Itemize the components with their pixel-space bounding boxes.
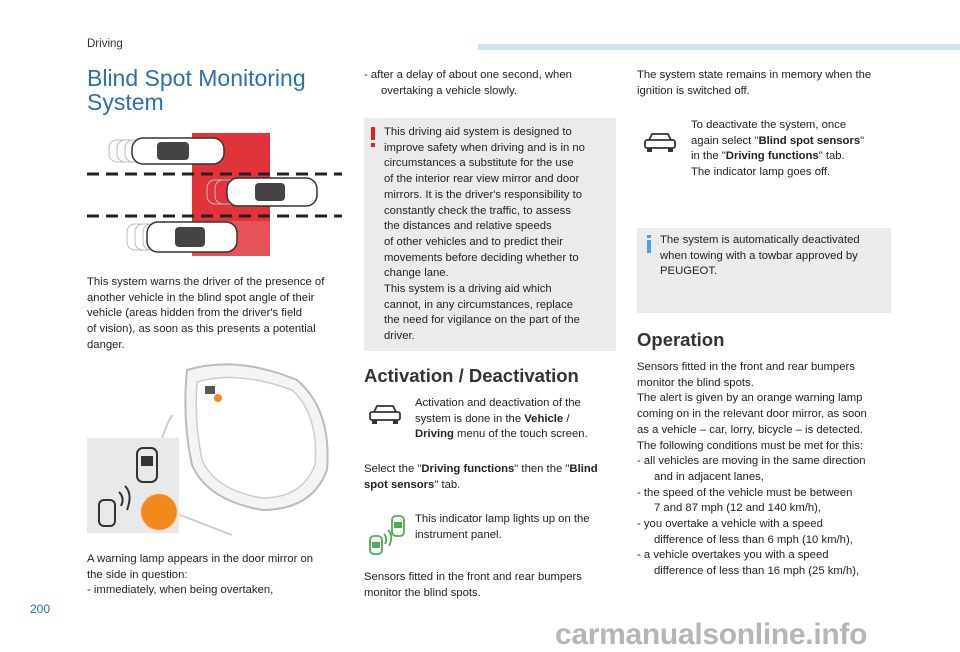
operation-line: The alert is given by an orange warning lamp [637,392,863,405]
deactivate-line: To deactivate the system, once [691,119,847,131]
activation-line: system is done in the Vehicle / [415,412,570,425]
mirror-illustration [87,360,342,540]
deactivate-line: The indicator lamp goes off. [691,166,831,179]
deactivate-line: in the "Driving functions" tab. [691,150,845,163]
warning-line: This system is a driving aid which [384,283,552,296]
lamp-paragraph [415,512,615,543]
operation-line: monitor the blind spots. [637,376,754,389]
warning-line: improve safety when driving and is in no [384,141,585,154]
driving-menu-label: Driving [415,428,454,441]
page-title-line1: Blind Spot Monitoring [87,65,306,91]
section-label: Driving [87,38,123,50]
warning-exclamation-icon [370,127,376,147]
activation-text [415,396,615,443]
memory-line: ignition is switched off. [637,84,750,97]
intro-line: of vision), as soon as this presents a potential [87,323,316,336]
delay-bullet [364,68,616,99]
info-box-text [660,233,888,280]
deactivate-line: again select "Blind spot sensors" [691,134,865,147]
warning-line: the distances and relative speeds [384,220,552,233]
select-line: Select the "Driving functions" then the "Blind [364,463,598,475]
condition-line: - the speed of the vehicle must be between [637,486,853,499]
delay-line: - after a delay of about one second, when [364,69,572,81]
select-line: spot sensors" tab. [364,478,461,491]
operation-heading: Operation [637,329,725,350]
activation-line: Driving menu of the touch screen. [415,428,588,441]
intro-line: danger. [87,338,125,351]
lamp-line: instrument panel. [415,528,502,541]
car-middle [227,178,317,206]
warning-line: mirrors. It is the driver's responsibility to [384,188,583,201]
warning-line: driver. [384,330,415,343]
blind-spot-diagram [87,128,342,263]
operation-paragraph [637,360,902,580]
operation-line: coming on in the relevant door mirror, as soon [637,408,867,421]
condition-line: - a vehicle overtakes you with a speed [637,549,829,562]
warning-box-text [384,125,612,345]
sensors-paragraph [364,570,619,601]
car-front-icon [368,404,402,426]
orange-lamp-dot [141,494,177,530]
intro-paragraph [87,275,347,354]
deactivate-paragraph [691,118,891,181]
watermark-link[interactable]: carmanualsonline.info [555,618,868,651]
page-number: 200 [30,602,51,616]
page-title [87,66,347,114]
blind-spot-lamp-icon [366,514,410,556]
condition-line: - all vehicles are moving in the same direction [637,455,866,468]
lamp-line: This indicator lamp lights up on the [415,513,590,525]
operation-line: as a vehicle – car, lorry, bicycle – is detected. [637,423,863,436]
info-line: The system is automatically deactivated [660,234,860,246]
condition-line: 7 and 87 mph (12 and 140 km/h), [654,502,822,515]
warning-lamp-paragraph [87,552,347,599]
memory-paragraph [637,68,897,99]
warning-line: constantly check the traffic, to assess [384,204,571,217]
delay-line: overtaking a vehicle slowly. [381,84,518,97]
intro-line: This system warns the driver of the presence of [87,276,325,288]
warning-line: of the interior rear view mirror and door [384,173,580,186]
car-front-icon [643,132,677,154]
warning-lamp-line: A warning lamp appears in the door mirror on [87,553,314,565]
vehicle-menu-label: Vehicle [524,412,564,425]
condition-line: and in adjacent lanes, [654,470,764,483]
warning-line: the need for vigilance on the part of the [384,314,580,327]
car-bottom [147,222,237,252]
info-bar-icon [646,235,652,253]
condition-line: difference of less than 16 mph (25 km/h), [654,565,860,578]
header-bar [478,44,960,50]
car-top [132,138,224,164]
mirror-warning-lamp [214,394,222,402]
memory-line: The system state remains in memory when the [637,69,872,81]
info-line: when towing with a towbar approved by [660,249,858,262]
activation-heading: Activation / Deactivation [364,365,579,386]
sensors-line: Sensors fitted in the front and rear bumpers [364,571,582,583]
intro-line: vehicle (areas hidden from the driver's field [87,307,303,320]
warning-line: change lane. [384,267,449,280]
select-paragraph [364,462,619,493]
mirror-lamp-symbol [205,386,215,394]
warning-line: of other vehicles and to predict their [384,235,563,248]
intro-line: another vehicle in the blind spot angle of their [87,291,315,304]
warning-line: cannot, in any circumstances, replace [384,298,574,311]
condition-line: difference of less than 6 mph (10 km/h), [654,533,853,546]
condition-line: - you overtake a vehicle with a speed [637,518,823,531]
warning-lamp-line: - immediately, when being overtaken, [87,584,274,597]
warning-lamp-line: the side in question: [87,568,188,581]
operation-line: Sensors fitted in the front and rear bumpers [637,361,855,373]
warning-line: This driving aid system is designed to [384,126,572,138]
page-title-line2: System [87,89,164,115]
operation-line: The following conditions must be met for this: [637,439,864,452]
warning-line: movements before deciding whether to [384,251,579,264]
warning-line: circumstances a substitute for the use [384,157,574,170]
info-line: PEUGEOT. [660,265,718,278]
activation-line: Activation and deactivation of the [415,397,581,409]
sensors-line: monitor the blind spots. [364,586,481,599]
